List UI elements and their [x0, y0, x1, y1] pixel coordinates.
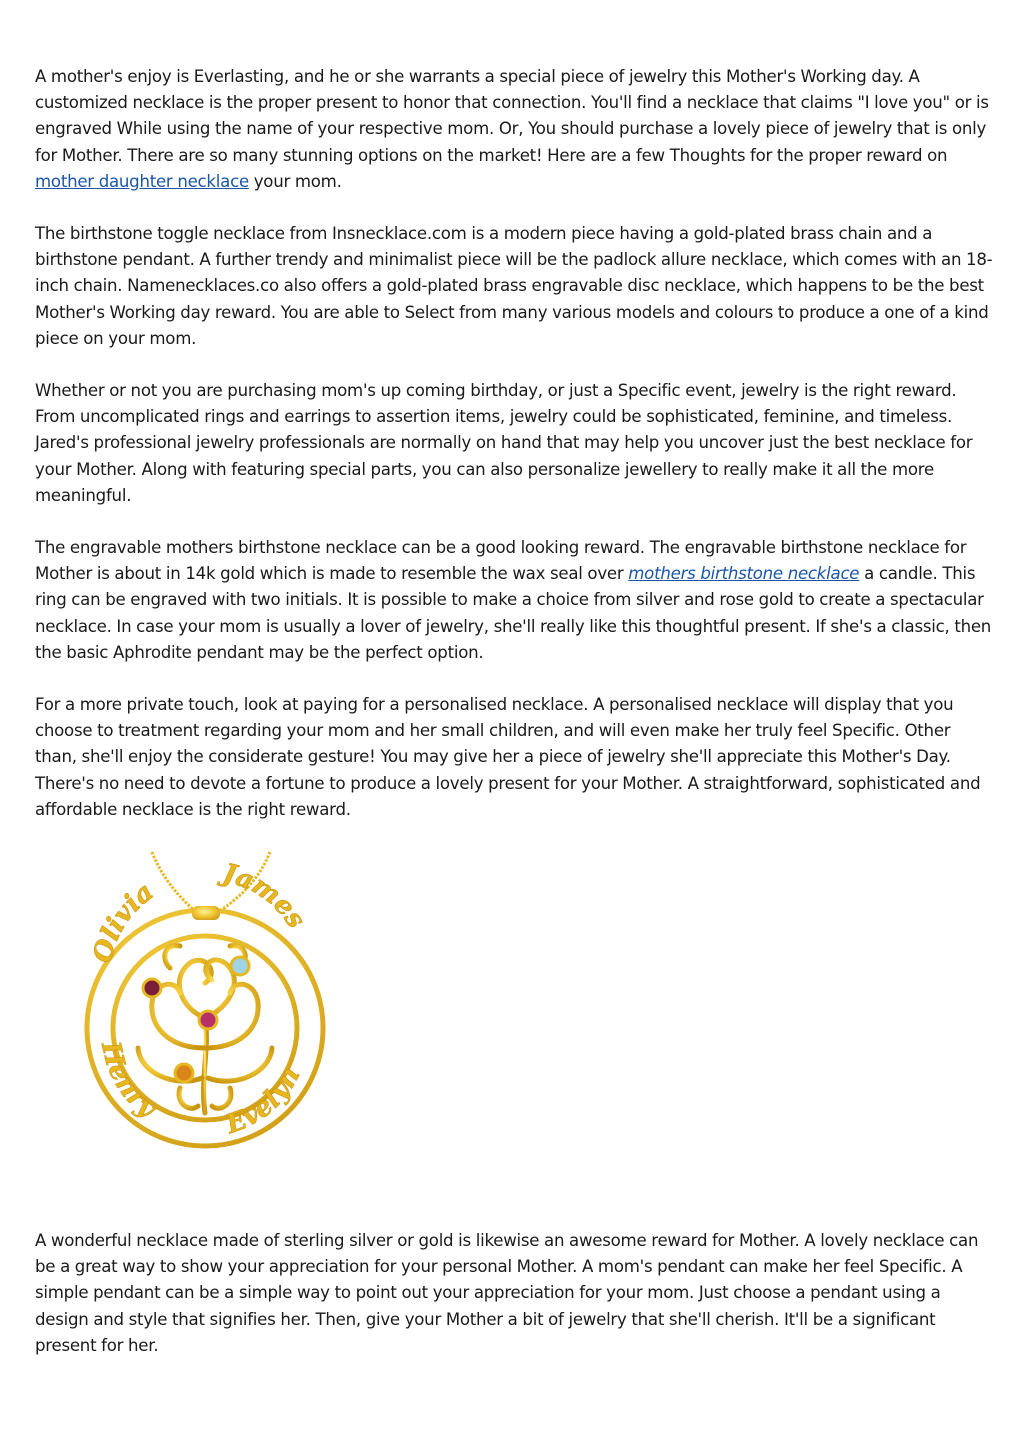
mothers-birthstone-necklace-link[interactable]: mothers birthstone necklace — [628, 564, 860, 584]
name-olivia-engraving: Olivia — [87, 876, 160, 966]
birthstone-topaz — [175, 1064, 193, 1082]
paragraph-1-text-after: your mom. — [248, 171, 342, 191]
birthstone-red-purple — [143, 979, 161, 997]
name-evelyn-engraving: Evelyn — [222, 1062, 307, 1141]
name-james-engraving: James — [220, 858, 311, 934]
closing-section — [35, 1228, 993, 1385]
paragraph-3: Whether or not you are purchasing mom's up coming birthday, or just a Specific event, jewelry is the right reward. From uncomplicated rings and earrings to assertion items, jewelry could be sophisticated, feminine, and timeless. Jared's professional jewelry professionals are normally on hand that may help you uncover just the best necklace for your Mother. Along with featuring special parts, you can also personalize jewellery to really make it all the more meaningful. — [35, 381, 973, 505]
birthstone-light-blue — [231, 957, 249, 975]
birthstone-pink — [199, 1011, 217, 1029]
name-henry-engraving: Henry — [94, 1038, 162, 1124]
paragraph-4-text-before: The engravable mothers birthstone necklace can be a good looking reward. The engravable birthstone necklace for Mother is about in 14k gold which is made to resemble the wax seal over — [35, 538, 967, 584]
paragraph-1-text-before: A mother's enjoy is Everlasting, and he or she warrants a special piece of jewelry this Mother's Working day. A customized necklace is the proper present to honor that connection. You'll find a necklace that claims "I love you" or is engraved While using the name of your respective mom. Or, You should purchase a lovely piece of jewelry that is only for Mother. There are so many stunning options on the market! Here are a few Thoughts for the proper reward on — [35, 67, 989, 165]
paragraph-6: A wonderful necklace made of sterling silver or gold is likewise an awesome reward for Mother. A lovely necklace can be a great way to show your appreciation for your personal Mother. A mom's pendant can make her feel Specific. A simple pendant can be a simple way to point out your appreciation for your mom. Just choose a pendant using a design and style that signifies her. Then, give your Mother a bit of jewelry that she'll cherish. It'll be a significant present for her. — [35, 1231, 979, 1355]
mother-daughter-necklace-link[interactable]: mother daughter necklace — [35, 171, 249, 191]
article-body — [35, 64, 993, 849]
paragraph-4 — [35, 535, 993, 666]
paragraph-5: For a more private touch, look at paying for a personalised necklace. A personalised necklace will display that you choose to treatment regarding your mom and her small children, and will even make her truly feel Specific. Other than, she'll enjoy the considerate gesture! You may give her a piece of jewelry she'll appreciate this Mother's Day. There's no need to devote a fortune to produce a lovely present for your Mother. A straightforward, sophisticated and affordable necklace is the right reward. — [35, 695, 981, 819]
family-tree-necklace-illustration — [80, 848, 330, 1150]
paragraph-1 — [35, 64, 993, 195]
paragraph-4-text-after: a candle. This ring can be engraved with two initials. It is possible to make a choice from silver and rose gold to create a spectacular necklace. In case your mom is usually a lover of jewelry, she'll really like this thoughtful present. If she's a classic, then the basic Aphrodite pendant may be the perfect option. — [35, 564, 992, 662]
paragraph-2: The birthstone toggle necklace from Insnecklace.com is a modern piece having a gold-plated brass chain and a birthstone pendant. A further trendy and minimalist piece will be the padlock allure necklace, which comes with an 18-inch chain. Namenecklaces.co also offers a gold-plated brass engravable disc necklace, which happens to be the best Mother's Working day reward. You are able to Select from many various models and colours to produce a one of a kind piece on your mom. — [35, 224, 993, 348]
necklace-image — [80, 848, 330, 1150]
bail — [192, 906, 220, 920]
